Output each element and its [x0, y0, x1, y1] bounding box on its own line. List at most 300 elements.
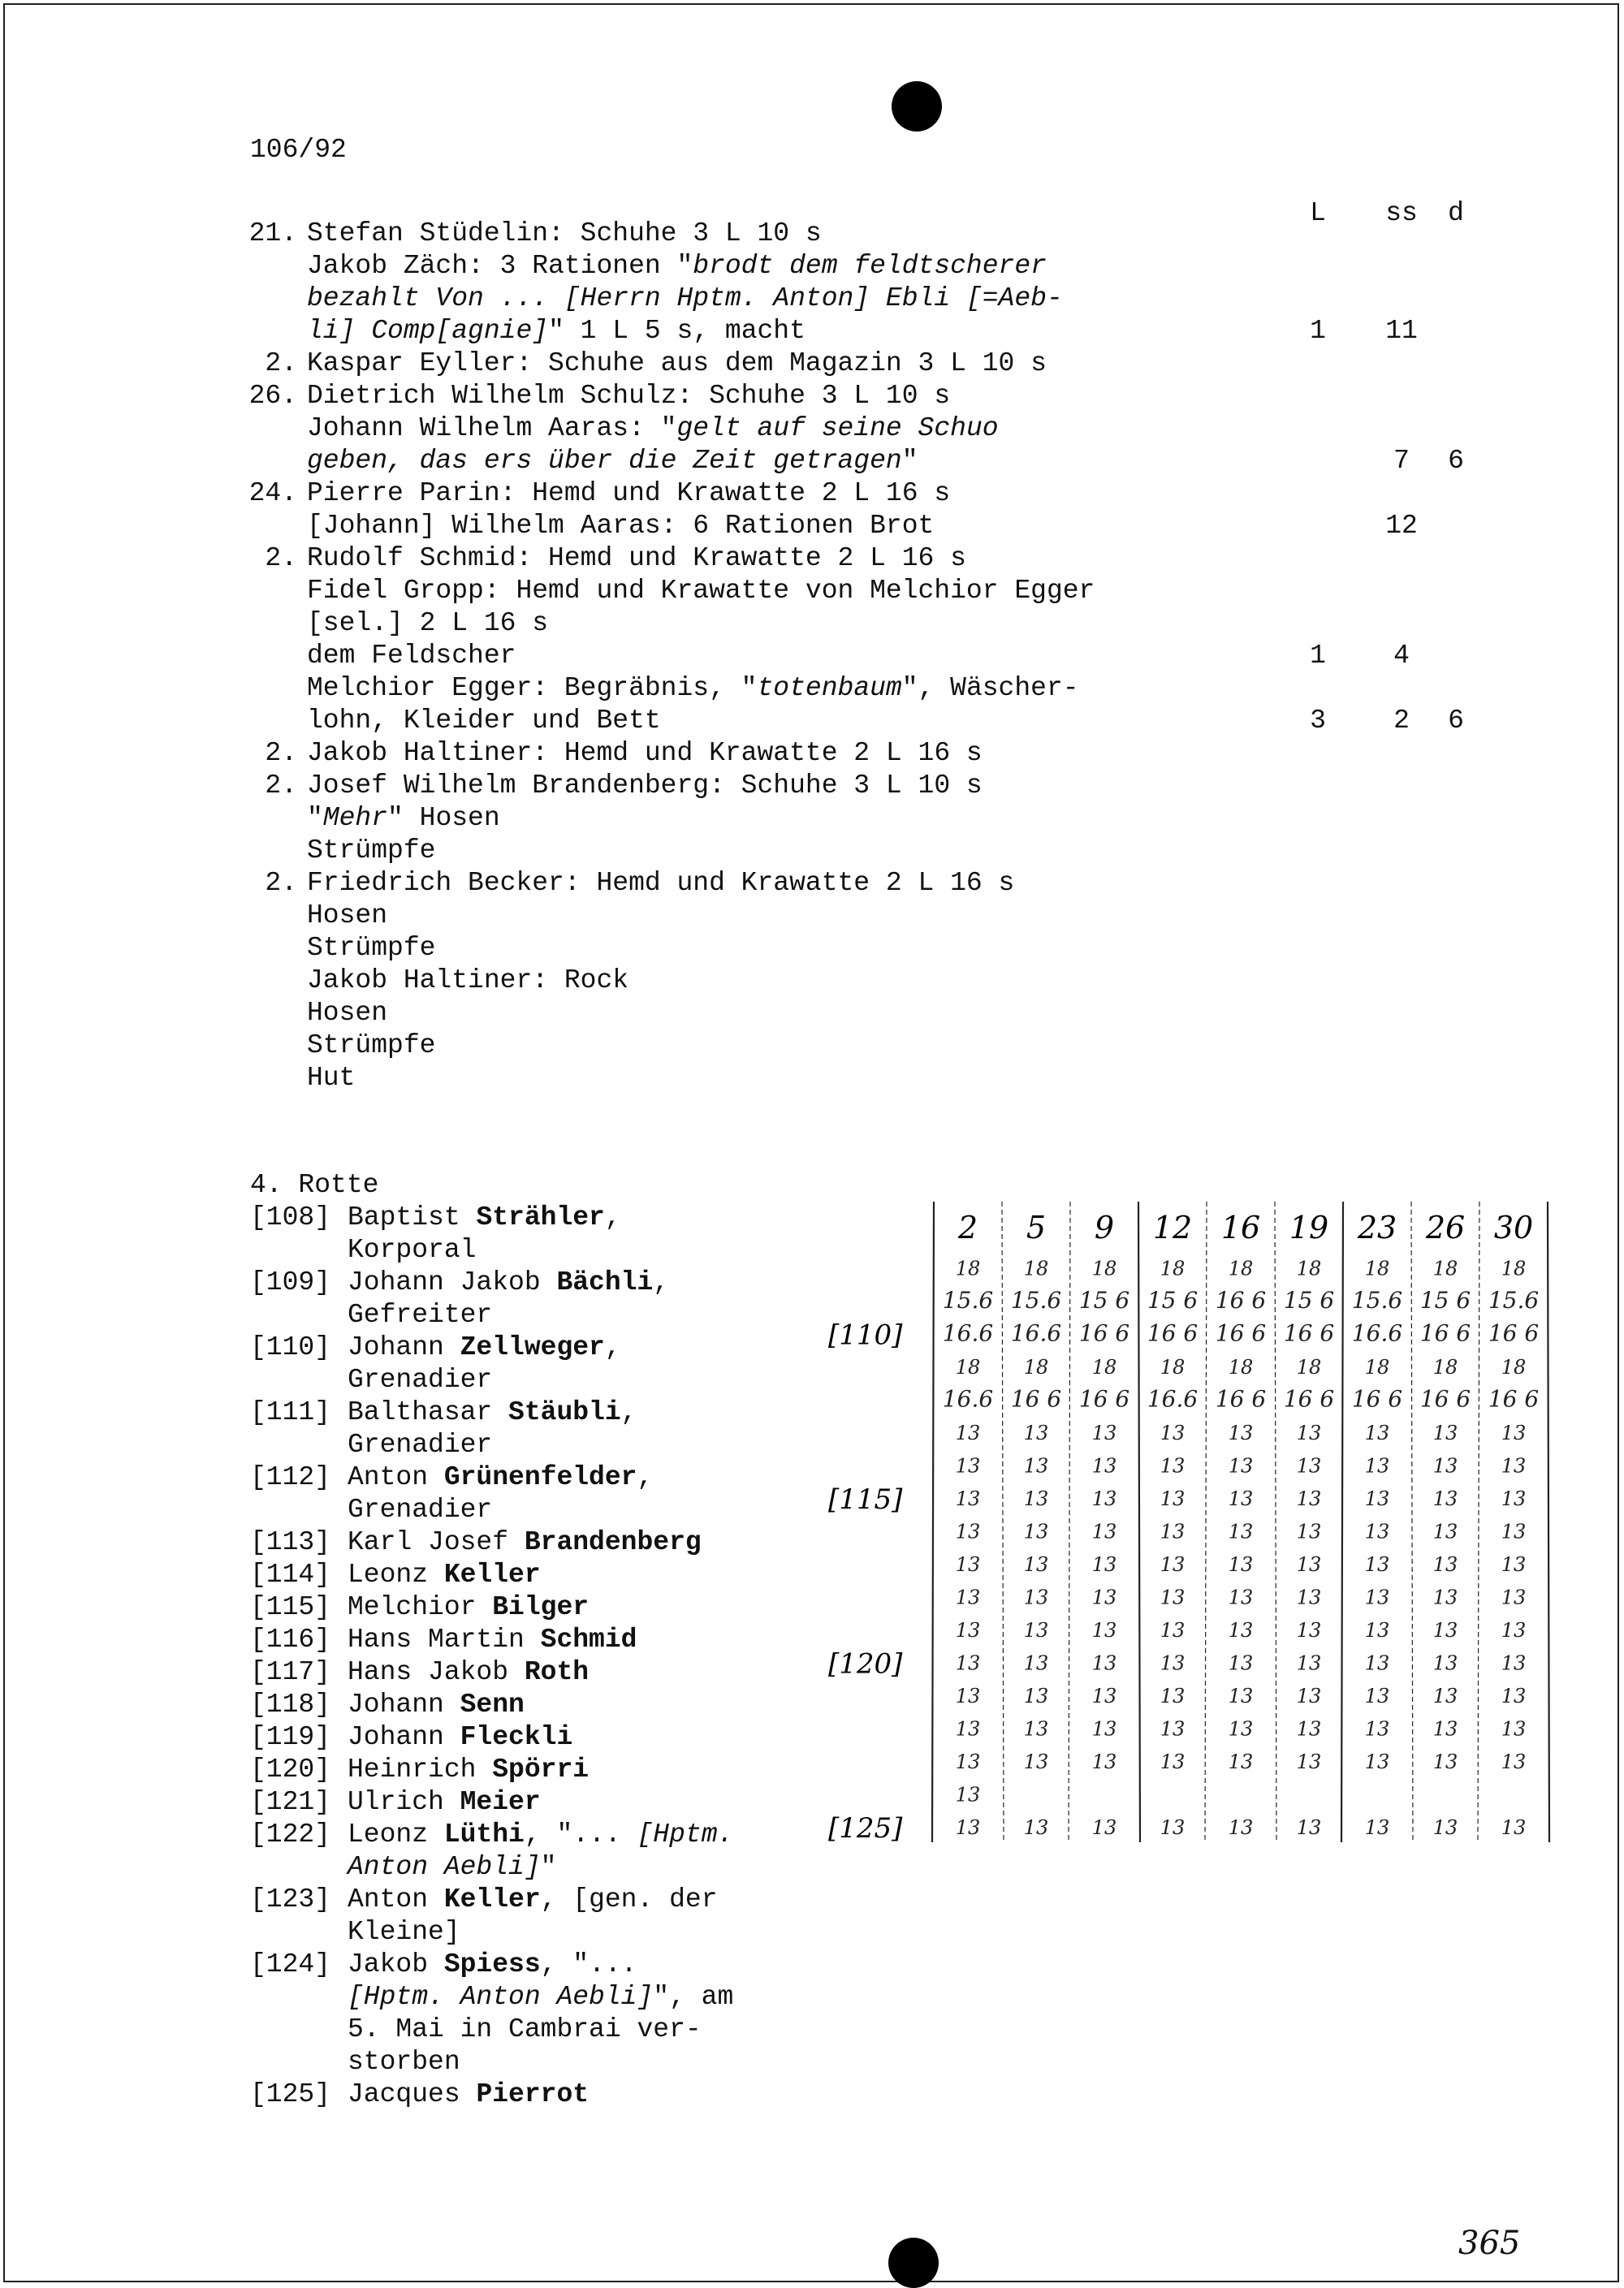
roster-id: [112]: [250, 1462, 331, 1492]
tally-cell: 18: [1228, 1356, 1254, 1379]
roster-line: [250, 1884, 718, 1916]
tally-cell: 15 6: [1147, 1287, 1199, 1314]
text-segment: Leonz: [348, 1560, 444, 1590]
text-segment: Gefreiter: [348, 1300, 493, 1330]
text-segment: Lüthi: [443, 1820, 525, 1850]
text-segment: Strümpfe: [307, 933, 436, 963]
tally-sheet: [820, 1202, 1559, 2070]
tally-cell: 13: [1296, 1751, 1322, 1773]
entry-line: [307, 445, 918, 477]
roster-line: [250, 1656, 589, 1689]
tally-cell: 18: [1160, 1257, 1186, 1280]
roster-line: [250, 1559, 541, 1591]
tally-cell: 18: [1023, 1356, 1049, 1379]
tally-column-rule: [1069, 1202, 1070, 1842]
roster-line: [250, 1721, 572, 1754]
amount-ss: 2: [1393, 706, 1410, 736]
tally-cell: 13: [955, 1422, 981, 1444]
roster-line: [250, 2014, 702, 2046]
text-segment: Anton: [348, 1462, 444, 1492]
tally-cell: 18: [1364, 1257, 1390, 1280]
text-segment: Mehr: [322, 803, 388, 833]
text-segment: Pierrot: [476, 2079, 590, 2109]
entry-line: [307, 1030, 435, 1062]
tally-cell: 18: [1091, 1257, 1117, 1280]
tally-cell: 16 6: [1215, 1287, 1267, 1314]
tally-cell: 13: [1228, 1422, 1254, 1444]
text-segment: 5. Mai in Cambrai ver-: [348, 2014, 702, 2044]
text-segment: Roth: [524, 1657, 590, 1687]
entry-line: [307, 315, 806, 348]
tally-cell: 13: [1091, 1586, 1117, 1609]
roster-line: [250, 1689, 525, 1721]
text-segment: [Hptm.: [637, 1820, 734, 1850]
tally-cell: 13: [955, 1586, 981, 1609]
tally-cell: 13: [1501, 1520, 1527, 1543]
tally-cell: 13: [1023, 1651, 1049, 1675]
tally-cell: 13: [1160, 1422, 1186, 1444]
tally-cell: 13: [1296, 1685, 1322, 1707]
tally-cell: 13: [1228, 1619, 1254, 1642]
tally-cell: 18: [1432, 1356, 1458, 1379]
tally-cell: 15 6: [1078, 1287, 1130, 1314]
roster-id: [123]: [250, 1884, 331, 1915]
tally-cell: 13: [955, 1487, 981, 1510]
tally-cell: 13: [1432, 1651, 1458, 1675]
tally-cell: 13: [1023, 1816, 1049, 1839]
entry-line: [307, 835, 435, 867]
entry-line: [307, 965, 628, 997]
tally-cell: 13: [1091, 1619, 1117, 1642]
text-segment: Melchior Egger: Begräbnis, ": [307, 673, 758, 703]
text-segment: Bächli: [556, 1267, 654, 1297]
roster-line: [250, 1526, 702, 1559]
roster-line: [250, 1754, 589, 1786]
text-segment: Karl Josef: [348, 1527, 525, 1557]
tally-cell: 13: [1432, 1422, 1458, 1444]
tally-cell: 13: [1432, 1553, 1458, 1576]
tally-cell: 18: [1023, 1257, 1049, 1280]
entry-number: 2.: [265, 868, 297, 898]
roster-line: [250, 1332, 621, 1364]
roster-id: [124]: [250, 1949, 331, 1979]
tally-cell: 13: [1091, 1487, 1117, 1510]
tally-cell: 13: [1432, 1816, 1458, 1839]
tally-cell: 13: [1091, 1553, 1117, 1576]
text-segment: Leonz: [348, 1820, 444, 1850]
text-segment: Johann: [348, 1690, 460, 1720]
tally-cell: 13: [955, 1619, 981, 1642]
tally-cell: 13: [1364, 1751, 1390, 1773]
text-segment: Kleine]: [348, 1917, 460, 1947]
tally-cell: 13: [1296, 1619, 1322, 1642]
entry-line: [265, 770, 983, 802]
roster-id: [115]: [250, 1592, 331, 1622]
tally-cell: 16 6: [1419, 1385, 1471, 1413]
entry-number: 21.: [248, 218, 297, 248]
text-segment: Korporal: [348, 1235, 477, 1265]
tally-cell: 13: [1364, 1553, 1390, 1576]
tally-column-rule: [1341, 1202, 1343, 1842]
entry-line: [307, 575, 1095, 607]
tally-cell: 15 6: [1419, 1287, 1471, 1314]
roster-id: [113]: [250, 1527, 331, 1557]
tally-column-rule: [1478, 1202, 1479, 1842]
entry-number: 2.: [265, 738, 297, 768]
tally-cell: 13: [1160, 1553, 1186, 1576]
entry-line: [307, 510, 934, 542]
tally-cell: 13: [1160, 1651, 1186, 1675]
text-segment: Keller: [443, 1560, 541, 1590]
text-segment: Grünenfelder: [443, 1462, 637, 1492]
tally-cell: 13: [1228, 1685, 1254, 1707]
text-segment: Brandenberg: [524, 1527, 702, 1557]
roster-line: [250, 1949, 637, 1981]
text-segment: Rudolf Schmid: Hemd und Krawatte 2 L 16 s: [307, 543, 966, 573]
roster-line: [250, 1981, 733, 2014]
tally-cell: 13: [1023, 1553, 1049, 1576]
roster-line: [250, 1461, 653, 1494]
text-segment: Senn: [460, 1690, 525, 1720]
text-segment: Schmid: [540, 1625, 637, 1655]
tally-cell: 13: [1091, 1422, 1117, 1444]
roster-id: [120]: [250, 1755, 331, 1785]
entry-line: [307, 672, 1079, 705]
roster-title: 4. Rotte: [250, 1170, 379, 1200]
tally-cell: 13: [1160, 1454, 1186, 1478]
entry-line: [307, 607, 548, 640]
tally-cell: 15.6: [1351, 1287, 1403, 1314]
text-segment: lohn, Kleider und Bett: [307, 706, 661, 736]
tally-cell: 13: [1160, 1751, 1186, 1773]
tally-cell: 13: [1296, 1816, 1322, 1839]
text-segment: ,: [604, 1202, 621, 1232]
text-segment: Hosen: [307, 998, 388, 1028]
tally-cell: 13: [1364, 1422, 1390, 1444]
roster-id: [109]: [250, 1267, 331, 1297]
roster-id: [116]: [250, 1625, 331, 1655]
tally-cell: 13: [1160, 1717, 1186, 1741]
tally-cell: 13: [1160, 1586, 1186, 1609]
tally-cell: 16 6: [1351, 1385, 1403, 1413]
roster-id: [119]: [250, 1722, 331, 1752]
text-segment: Stäubli: [508, 1397, 621, 1427]
entry-line: [265, 737, 983, 770]
text-segment: brodt dem feldtscherer: [693, 251, 1047, 281]
tally-grid: [820, 1202, 1559, 2070]
tally-cell: 13: [1160, 1619, 1186, 1642]
tally-cell: 13: [1160, 1816, 1186, 1839]
tally-cell: 13: [1091, 1685, 1117, 1707]
text-segment: ": [901, 446, 918, 476]
tally-margin-label: [120]: [828, 1647, 903, 1681]
amount-ss: 7: [1393, 446, 1410, 476]
text-segment: li] Comp[agnie]: [307, 316, 549, 346]
text-segment: Josef Wilhelm Brandenberg: Schuhe 3 L 10 s: [307, 771, 983, 801]
text-segment: [Johann] Wilhelm Aaras: 6 Rationen Brot: [307, 511, 935, 541]
tally-cell: 13: [1432, 1751, 1458, 1773]
tally-cell: 13: [1023, 1751, 1049, 1773]
entry-line: [265, 348, 1047, 380]
text-segment: " Hosen: [387, 803, 500, 833]
tally-cell: 13: [1432, 1619, 1458, 1642]
text-segment: Keller: [443, 1884, 541, 1915]
tally-margin-label: [115]: [828, 1483, 903, 1516]
text-segment: Strähler: [476, 1202, 605, 1232]
text-segment: Jakob Haltiner: Hemd und Krawatte 2 L 16 s: [307, 738, 983, 768]
tally-cell: 16 6: [1419, 1319, 1471, 1347]
tally-cell: 13: [1501, 1619, 1527, 1642]
tally-cell: 13: [1296, 1553, 1322, 1576]
roster-id: [117]: [250, 1657, 331, 1687]
entry-line: [265, 542, 966, 575]
entry-number: 2.: [265, 771, 297, 801]
tally-cell: 13: [1228, 1520, 1254, 1543]
entry-number: 24.: [248, 478, 297, 508]
tally-cell: 13: [955, 1651, 981, 1675]
text-segment: ,: [653, 1267, 670, 1297]
tally-cell: 13: [1501, 1751, 1527, 1773]
tally-cell: 13: [1501, 1717, 1527, 1741]
text-segment: ", am: [653, 1982, 734, 2012]
roster-line: [250, 1299, 492, 1332]
roster-line: [250, 1819, 733, 1851]
tally-cell: 18: [1364, 1356, 1390, 1379]
tally-cell: 18: [1091, 1356, 1117, 1379]
roster-line: [250, 1916, 460, 1949]
text-segment: Jakob Zäch: 3 Rationen ": [307, 251, 693, 281]
entry-line: [307, 997, 387, 1030]
tally-cell: 16 6: [1078, 1385, 1130, 1413]
tally-cell: 16.6: [1351, 1319, 1403, 1347]
tally-cell: 13: [1023, 1422, 1049, 1444]
text-segment: Anton: [348, 1884, 444, 1915]
roster-line: [250, 1851, 556, 1884]
tally-cell: 13: [1023, 1685, 1049, 1707]
entry-line: [248, 380, 951, 412]
entry-number: 2.: [265, 543, 297, 573]
amount-l: 1: [1310, 641, 1326, 671]
tally-cell: 13: [1364, 1717, 1390, 1741]
amount-d: 6: [1448, 706, 1464, 736]
col-header-l: L: [1310, 198, 1326, 228]
tally-cell: 13: [1091, 1751, 1117, 1773]
text-segment: ,: [620, 1397, 637, 1427]
tally-column-rule: [1275, 1202, 1276, 1842]
text-segment: Johann Wilhelm Aaras: ": [307, 413, 677, 443]
tally-cell: 13: [1091, 1717, 1117, 1741]
roster-line: [250, 1494, 492, 1526]
tally-cell: 18: [955, 1257, 981, 1280]
tally-cell: 13: [1364, 1586, 1390, 1609]
roster-id: [118]: [250, 1690, 331, 1720]
tally-cell: 13: [1091, 1651, 1117, 1675]
roster-line: [250, 2046, 460, 2079]
tally-cell: 13: [1364, 1487, 1390, 1510]
tally-column-header: 9: [1094, 1210, 1115, 1245]
tally-cell: 13: [1296, 1454, 1322, 1478]
amount-ss: 4: [1393, 641, 1410, 671]
text-segment: storben: [348, 2047, 460, 2077]
col-header-ss: ss: [1385, 198, 1418, 228]
amount-l: 3: [1310, 706, 1326, 736]
tally-column-header: 12: [1152, 1210, 1193, 1245]
roster-id: [110]: [250, 1332, 331, 1362]
entry-line: [307, 705, 661, 737]
roster-line: [250, 2079, 589, 2111]
tally-cell: 13: [1228, 1751, 1254, 1773]
entry-line: [307, 932, 435, 965]
roster-line: [250, 1364, 492, 1397]
roster-line: [250, 1234, 476, 1267]
text-segment: Anton Aebli]: [348, 1852, 541, 1882]
text-segment: Fidel Gropp: Hemd und Krawatte von Melchior Egger: [307, 576, 1095, 606]
tally-cell: 15 6: [1283, 1287, 1335, 1314]
text-segment: Johann Jakob: [348, 1267, 557, 1297]
text-segment: Friedrich Becker: Hemd und Krawatte 2 L 16 s: [307, 868, 1015, 898]
tally-cell: 15.6: [1010, 1287, 1062, 1314]
text-segment: [Hptm. Anton Aebli]: [348, 1982, 654, 2012]
tally-cell: 13: [1501, 1586, 1527, 1609]
tally-cell: 13: [1228, 1816, 1254, 1839]
text-segment: ,: [604, 1332, 621, 1362]
tally-cell: 13: [955, 1816, 981, 1839]
text-segment: bezahlt Von ... [Herrn Hptm. Anton] Ebli [=Aeb-: [307, 283, 1063, 313]
tally-cell: 13: [1023, 1717, 1049, 1741]
text-segment: dem Feldscher: [307, 641, 516, 671]
tally-column-rule: [1411, 1202, 1413, 1842]
text-segment: Johann: [348, 1722, 460, 1752]
tally-column-rule: [1002, 1202, 1004, 1842]
roster-line: [250, 1624, 637, 1656]
text-segment: Ulrich: [348, 1787, 460, 1817]
tally-margin-label: [110]: [828, 1319, 903, 1352]
tally-column-header: 19: [1289, 1210, 1329, 1245]
tally-cell: 18: [1296, 1356, 1322, 1379]
tally-cell: 13: [1228, 1717, 1254, 1741]
text-segment: Heinrich: [348, 1755, 493, 1785]
text-segment: , "...: [524, 1820, 637, 1850]
tally-cell: 13: [1432, 1487, 1458, 1510]
tally-cell: 13: [955, 1520, 981, 1543]
text-segment: Hosen: [307, 900, 388, 930]
tally-column-header: 2: [957, 1210, 978, 1245]
tally-cell: 18: [1228, 1257, 1254, 1280]
tally-column-header: 26: [1425, 1210, 1466, 1245]
tally-cell: 13: [955, 1553, 981, 1576]
tally-margin-label: [125]: [828, 1812, 903, 1845]
tally-cell: 13: [1091, 1454, 1117, 1478]
tally-cell: 13: [1160, 1487, 1186, 1510]
tally-column-rule: [932, 1202, 934, 1842]
entry-line: [265, 867, 1015, 900]
tally-cell: 16 6: [1283, 1319, 1335, 1347]
tally-cell: 16.6: [942, 1385, 994, 1413]
text-segment: Hut: [307, 1063, 356, 1093]
entry-line: [307, 250, 1047, 283]
tally-cell: 13: [1296, 1651, 1322, 1675]
text-segment: " 1 L 5 s, macht: [548, 316, 806, 346]
roster-id: [114]: [250, 1560, 331, 1590]
tally-cell: 13: [1364, 1651, 1390, 1675]
tally-cell: 13: [1228, 1454, 1254, 1478]
tally-cell: 16 6: [1488, 1385, 1540, 1413]
tally-cell: 18: [1432, 1257, 1458, 1280]
amount-ss: 12: [1385, 511, 1418, 541]
tally-cell: 13: [1091, 1520, 1117, 1543]
text-segment: Meier: [460, 1787, 541, 1817]
tally-cell: 13: [1432, 1717, 1458, 1741]
tally-column-rule: [1548, 1202, 1549, 1842]
page-number: 365: [1458, 2225, 1521, 2262]
text-segment: Kaspar Eyller: Schuhe aus dem Magazin 3 L 10 s: [307, 348, 1047, 378]
text-segment: Spiess: [443, 1949, 541, 1979]
text-segment: ": [540, 1852, 557, 1882]
punch-hole-bottom: [888, 2238, 939, 2288]
tally-column-header: 16: [1220, 1210, 1261, 1245]
tally-cell: 16 6: [1078, 1319, 1130, 1347]
tally-cell: 13: [1501, 1422, 1527, 1444]
tally-cell: 15.6: [942, 1287, 994, 1314]
col-header-d: d: [1448, 198, 1464, 228]
entry-line: [307, 283, 1063, 315]
text-segment: Hans Jakob: [348, 1657, 525, 1687]
tally-cell: 13: [1023, 1619, 1049, 1642]
roster-id: [108]: [250, 1202, 331, 1232]
roster-line: [250, 1397, 637, 1429]
tally-cell: 13: [1364, 1454, 1390, 1478]
text-segment: [sel.] 2 L 16 s: [307, 608, 549, 638]
tally-cell: 13: [1160, 1685, 1186, 1707]
tally-cell: 13: [955, 1717, 981, 1741]
tally-cell: 13: [1364, 1816, 1390, 1839]
entry-number: 26.: [248, 381, 297, 411]
tally-cell: 13: [1501, 1816, 1527, 1839]
tally-cell: 16 6: [1215, 1385, 1267, 1413]
tally-column-header: 30: [1493, 1210, 1534, 1245]
tally-cell: 13: [1296, 1520, 1322, 1543]
text-segment: Jakob Haltiner: Rock: [307, 965, 629, 995]
text-segment: ": [307, 803, 323, 833]
tally-cell: 15.6: [1488, 1287, 1540, 1314]
roster-id: [122]: [250, 1820, 331, 1850]
text-segment: Pierre Parin: Hemd und Krawatte 2 L 16 s: [307, 478, 951, 508]
text-segment: Strümpfe: [307, 1030, 436, 1060]
entry-line: [248, 218, 822, 250]
tally-cell: 13: [955, 1751, 981, 1773]
tally-cell: 16 6: [1010, 1385, 1062, 1413]
tally-cell: 13: [1364, 1685, 1390, 1707]
tally-column-rule: [1205, 1202, 1207, 1842]
text-segment: Jakob: [348, 1949, 444, 1979]
tally-cell: 13: [1501, 1685, 1527, 1707]
tally-column-header: 5: [1026, 1210, 1047, 1245]
tally-cell: 18: [1296, 1257, 1322, 1280]
tally-cell: 13: [1501, 1553, 1527, 1576]
entry-line: [307, 802, 500, 835]
entry-number: 2.: [265, 348, 297, 378]
tally-cell: 13: [1023, 1520, 1049, 1543]
tally-cell: 13: [1160, 1520, 1186, 1543]
text-segment: Johann: [348, 1332, 460, 1362]
roster-line: [250, 1429, 492, 1461]
amount-d: 6: [1448, 446, 1464, 476]
text-segment: Dietrich Wilhelm Schulz: Schuhe 3 L 10 s: [307, 381, 951, 411]
tally-cell: 18: [955, 1356, 981, 1379]
tally-cell: 16 6: [1283, 1385, 1335, 1413]
tally-cell: 16.6: [1147, 1385, 1199, 1413]
text-segment: , [gen. der: [540, 1884, 718, 1915]
